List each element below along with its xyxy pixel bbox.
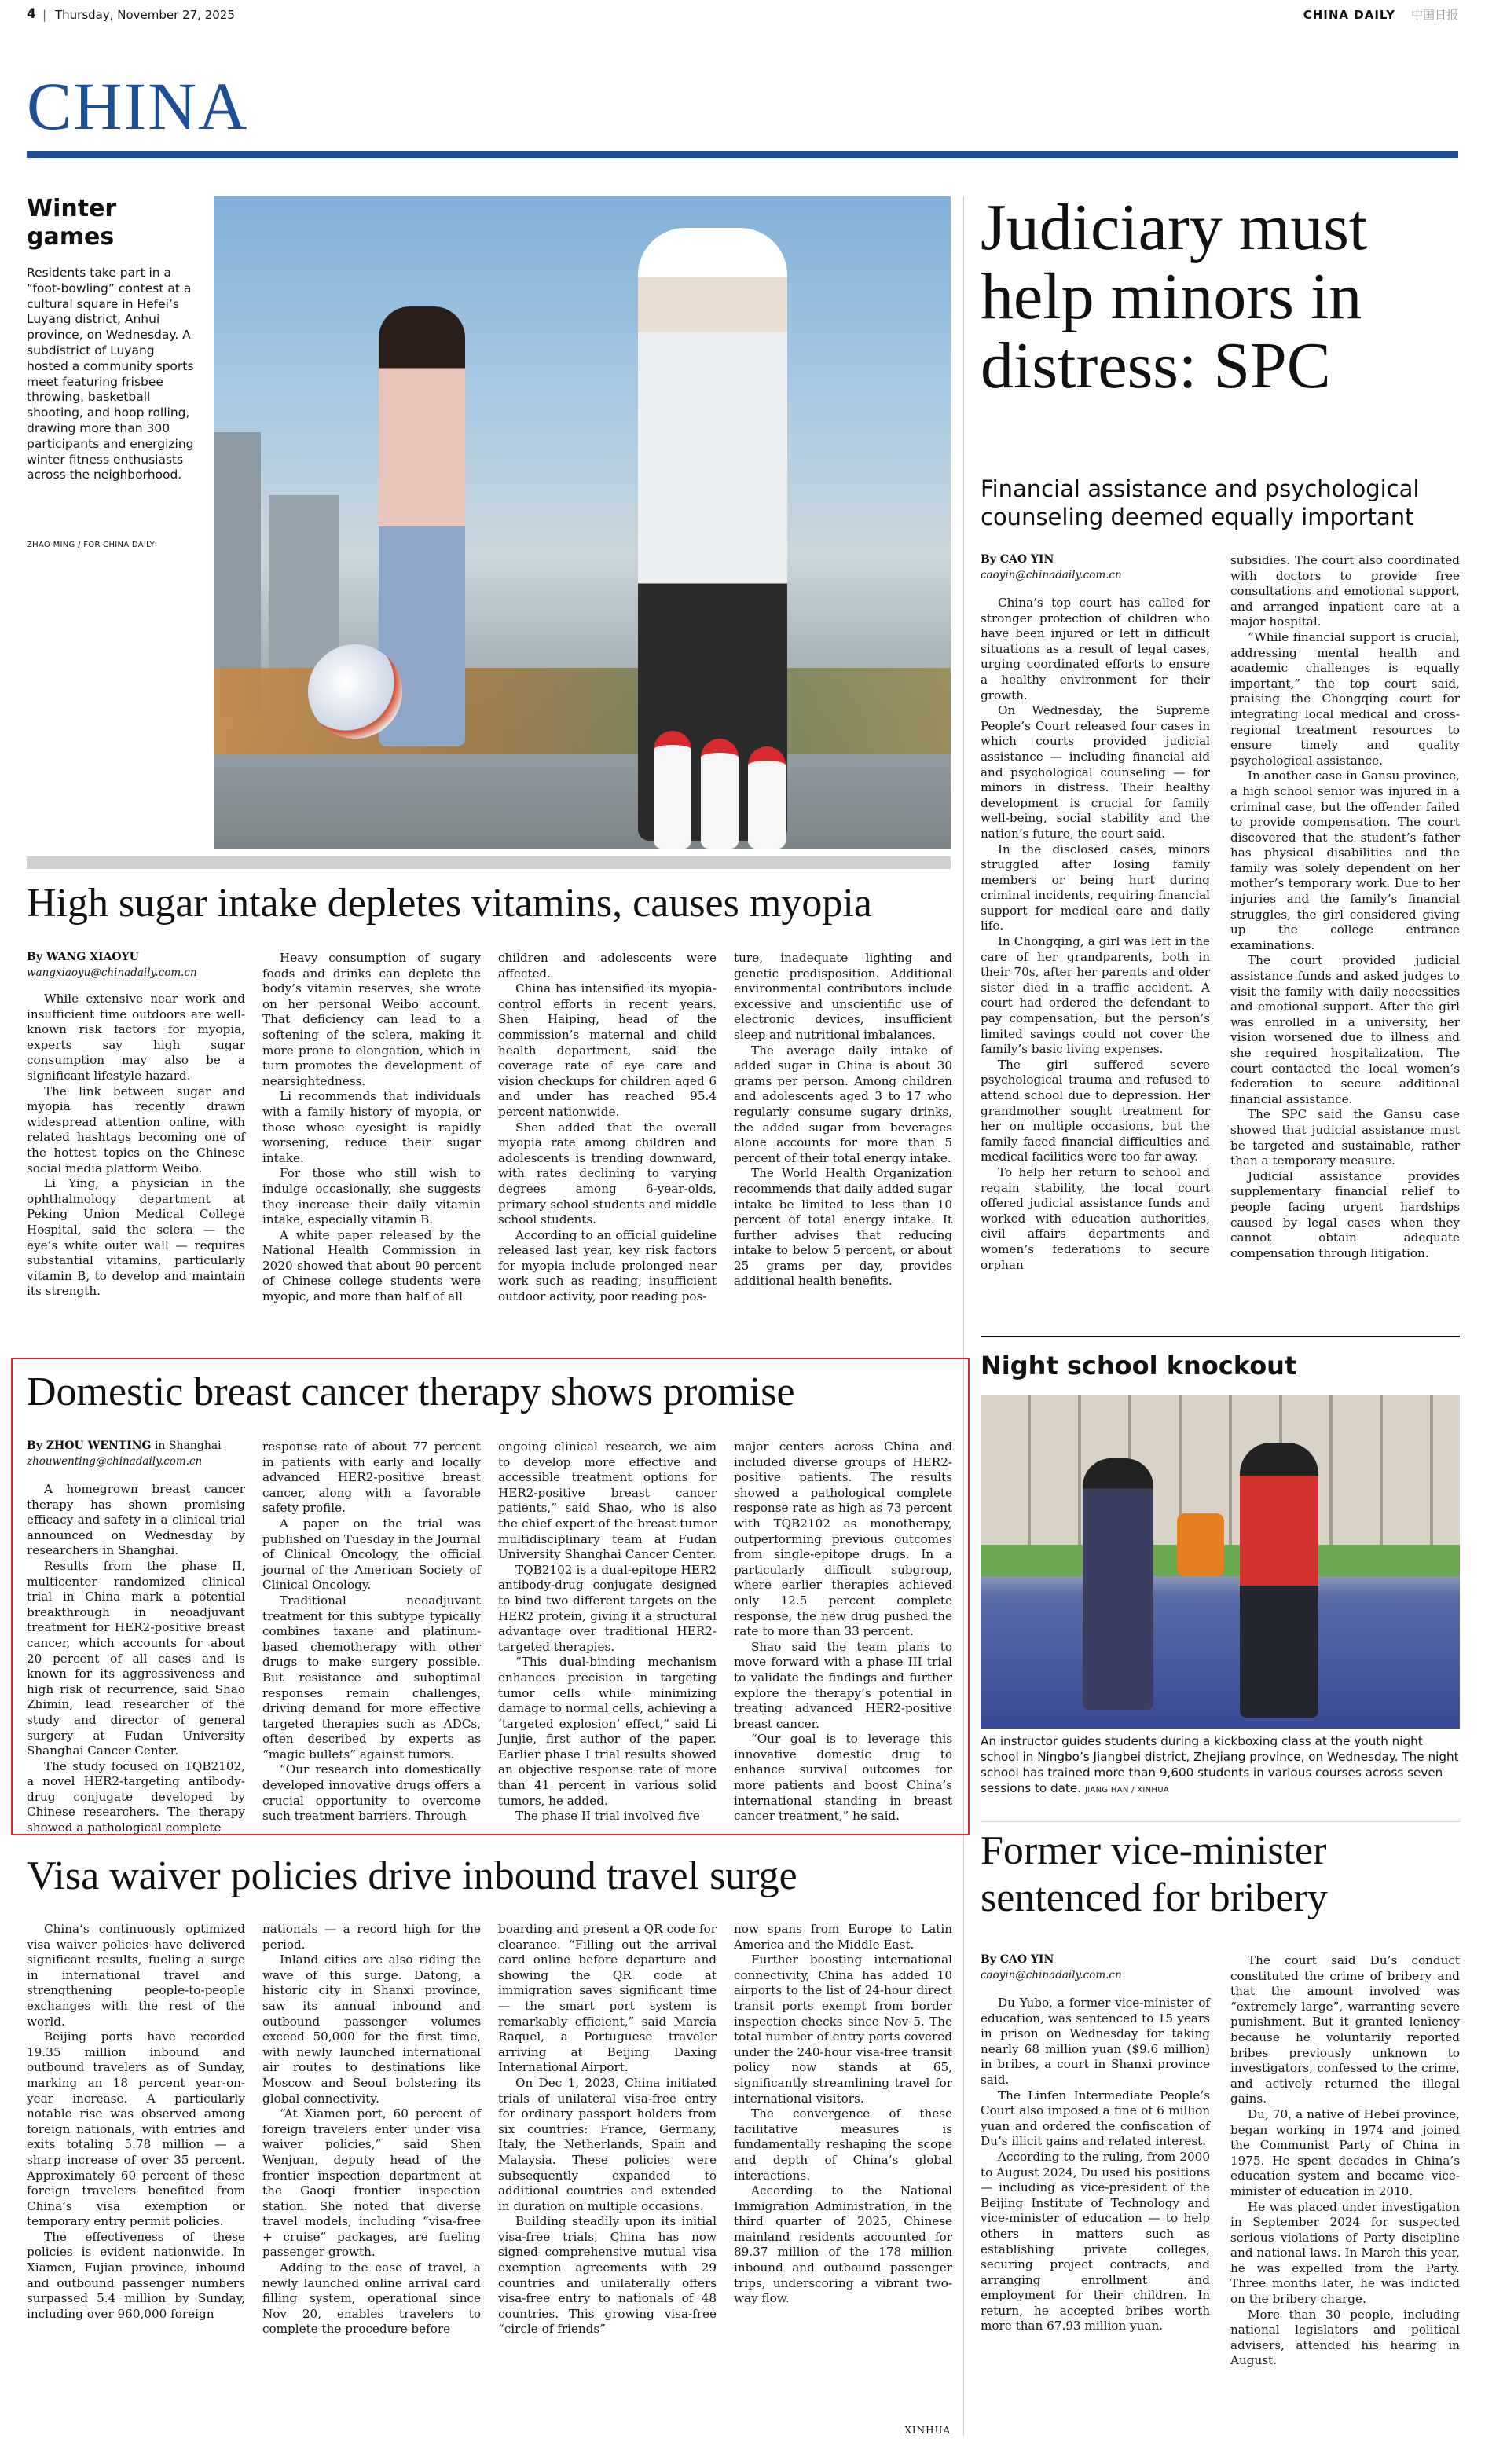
paragraph: On Wednesday, the Supreme People’s Court released four cases in which courts provided judicial assistance — including financial aid and psychological counseling — for minors in distress. Their healthy development is crucial for family well-being, social stability and the nation’s future, the court said. <box>981 703 1210 841</box>
paragraph: He was placed under investigation in September 2024 for suspected serious violations of Party discipline and national laws. In March this year, he was expelled from the Party. Three months later, he was indicted on the bribery charge. <box>1230 2199 1460 2307</box>
paragraph: response rate of about 77 percent in patients with early and locally advanced HER2-positive breast cancer, along with a favorable safety profile. <box>262 1439 481 1516</box>
paragraph: On Dec 1, 2023, China initiated trials of unilateral visa-free entry for ordinary passport holders from six countries: France, Germany, Italy, the Netherlands, Spain and Malaysia. These policies were subsequently expanded to additional countries and extended in duration on multiple occasions. <box>498 2075 717 2213</box>
section-rule <box>27 151 1458 158</box>
cancer-column-4 <box>734 1439 952 1829</box>
cancer-column-1 <box>27 1482 245 1835</box>
page-header <box>27 6 1458 55</box>
student-figure <box>1083 1458 1153 1710</box>
paragraph: In Chongqing, a girl was left in the care of her grandparents, both in their 70s, after her parents and older sister died in a traffic accident. A court had ordered the defendant to pay compensation, but the person’s limited savings could not cover the family’s basic living expenses. <box>981 934 1210 1057</box>
paragraph: The court provided judicial assistance funds and asked judges to visit the family with daily necessities and emotional support. After the girl was enrolled in a university, her vision worsened due to illness and she required hospitalization. The court contacted the local women’s federation to secure additional financial assistance. <box>1230 953 1460 1106</box>
night-school-photo <box>981 1395 1460 1729</box>
night-school-credit: JIANG HAN / XINHUA <box>1084 1786 1170 1795</box>
paragraph: Traditional neoadjuvant treatment for this subtype typically combines taxane and platinum-based chemotherapy with other drugs to make surgery possible. But resistance and suboptimal responses remain challenges, driving demand for more effective targeted therapies such as ADCs, often described by experts as “magic bullets” against tumors. <box>262 1593 481 1762</box>
judiciary-column-1 <box>981 596 1210 1318</box>
paragraph: children and adolescents were affected. <box>498 951 717 981</box>
visa-column-1 <box>27 1922 245 2440</box>
bribery-column-1 <box>981 1996 1210 2440</box>
paragraph: The SPC said the Gansu case showed that judicial assistance must be targeted and sustainable, rather than a temporary measure. <box>1230 1107 1460 1168</box>
paragraph: The court said Du’s conduct constituted the crime of bribery and that the amount involved was “extremely large”, warranting severe punishment. But it granted leniency because he voluntarily reported bribes previously unknown to investigators, confessed to the crime, and actively returned the illegal gains. <box>1230 1953 1460 2106</box>
visa-column-2 <box>262 1922 481 2440</box>
visa-column-3 <box>498 1922 717 2440</box>
section-title: CHINA <box>27 68 249 144</box>
paragraph: More than 30 people, including national legislators and political advisers, attended his hearing in August. <box>1230 2307 1460 2368</box>
winter-games-photo <box>214 196 951 849</box>
paragraph: now spans from Europe to Latin America and the Middle East. <box>734 1922 952 1952</box>
paragraph: “While financial support is crucial, addressing mental health and academic challenges is equally important,” the top court said, praising the Chongqing court for integrating local medical and cross-regional treatment resources to ensure timely and quality psychological assistance. <box>1230 629 1460 768</box>
paragraph: China’s top court has called for stronger protection of children who have been injured or left in difficult situations as a result of legal cases, urging coordinated efforts to ensure a healthy environment for their growth. <box>981 596 1210 702</box>
judiciary-byline: By CAO YIN <box>981 553 1054 566</box>
paragraph: Heavy consumption of sugary foods and drinks can deplete the body’s vitamin reserves, she wrote on her personal Weibo account. That deficiency can lead to a softening of the sclera, making it more prone to elongation, which in turn promotes the development of nearsightedness. <box>262 951 481 1088</box>
bribery-byline: By CAO YIN <box>981 1953 1054 1966</box>
football <box>308 644 402 739</box>
cancer-email: zhouwenting@chinadaily.com.cn <box>27 1455 203 1468</box>
cancer-column-2 <box>262 1439 481 1829</box>
kick-pad <box>1177 1513 1224 1576</box>
paragraph: The Linfen Intermediate People’s Court also imposed a fine of 6 million yuan and ordered the confiscation of Du’s illicit gains and related interest. <box>981 2088 1210 2149</box>
paragraph: In the disclosed cases, minors struggled after losing family members or being hurt during criminal incidents, requiring financial support for medical care and daily life. <box>981 842 1210 933</box>
paragraph: For those who still wish to indulge occasionally, she suggests they increase their daily vitamin intake, especially vitamin B. <box>262 1166 481 1227</box>
paragraph: The World Health Organization recommends that daily added sugar intake be limited to less than 10 percent of total energy intake. It further advises that reducing intake to below 5 percent, or about 25 grams per day, provides additional health benefits. <box>734 1166 952 1289</box>
column-divider <box>963 196 964 2436</box>
paragraph: In another case in Gansu province, a high school senior was injured in a criminal case, but the offender failed to provide compensation. The court discovered that the student’s father has physical disabilities and the family was solely dependent on her mother’s temporary work. Due to her injuries and the family’s financial struggles, the girl considered giving up the college entrance examinations. <box>1230 768 1460 952</box>
paragraph: boarding and present a QR code for clearance. “Filling out the arrival card online before departure and showing the QR code at immigration saves significant time — the smart port system is remarkably efficient,” said Marcia Raquel, a Portuguese traveler arriving at Beijing Daxing International Airport. <box>498 1922 717 2075</box>
cancer-byline <box>27 1439 247 1452</box>
night-school-top-rule <box>981 1336 1460 1337</box>
paragraph: Du, 70, a native of Hebei province, began working in 1974 and joined the Communist Party of China in 1975. He spent decades in China’s education system and became vice-minister of education in 2010. <box>1230 2106 1460 2198</box>
cancer-headline: Domestic breast cancer therapy shows promise <box>27 1370 795 1414</box>
paragraph: China has intensified its myopia-control efforts in recent years. Shen Haiping, head of the commission’s maternal and child health department, said the coverage rate of eye care and vision checkups for children aged 6 and under has reached 95.4 percent nationwide. <box>498 981 717 1119</box>
paragraph: China’s continuously optimized visa waiver policies have delivered significant results, fueling a surge in international travel and strengthening people-to-people exchanges with the rest of the world. <box>27 1922 245 2029</box>
visa-column-4 <box>734 1922 952 2425</box>
paragraph: To help her return to school and regain stability, the local court offered judicial assistance funds and worked with education authorities, civil affairs departments and women’s federations to secure orphan <box>981 1164 1210 1272</box>
sugar-column-3 <box>498 951 717 1351</box>
night-school-title: Night school knockout <box>981 1351 1297 1380</box>
paragraph: ongoing clinical research, we aim to develop more effective and accessible treatment options for HER2-positive breast cancer patients,” said Shao, who is also the chief expert of the breast tumor multidisciplinary team at Fudan University Shanghai Cancer Center. <box>498 1439 717 1562</box>
paragraph: Inland cities are also riding the wave of this surge. Datong, a historic city in Shanxi province, saw its annual inbound and outbound passenger volumes exceed 50,000 for the first time, with newly launched international air routes to destinations like Moscow and Seoul bolstering its global connectivity. <box>262 1952 481 2106</box>
paragraph: According to the ruling, from 2000 to August 2024, Du used his positions — including as vice-president of the Beijing Institute of Technology and vice-minister of education — to help others in matters such as establishing private colleges, securing project contracts, and arranging enrollment and employment for their children. In return, he accepted bribes worth more than 67.93 million yuan. <box>981 2149 1210 2334</box>
judiciary-subhead: Financial assistance and psychological counseling deemed equally important <box>981 475 1420 530</box>
paragraph: The effectiveness of these policies is evident nationwide. In Xiamen, Fujian province, inbound and outbound passenger numbers surpassed 5.4 million by Sunday, including over 960,000 foreign <box>27 2229 245 2321</box>
night-school-caption <box>981 1733 1460 1798</box>
winter-games-title: Winter games <box>27 195 117 251</box>
paragraph: The phase II trial involved five <box>515 1809 700 1824</box>
cancer-location: in Shanghai <box>154 1439 222 1452</box>
paragraph: nationals — a record high for the period. <box>262 1922 481 1952</box>
bowling-pin <box>748 746 786 849</box>
sugar-column-4 <box>734 951 952 1351</box>
sugar-email: wangxiaoyu@chinadaily.com.cn <box>27 966 197 979</box>
visa-agency: XINHUA <box>904 2425 951 2436</box>
paragraph: A paper on the trial was published on Tuesday in the Journal of Clinical Oncology, the official journal of the American Society of Clinical Oncology. <box>262 1516 481 1593</box>
paragraph: While extensive near work and insufficient time outdoors are well-known risk factors for myopia, experts say high sugar consumption may also be a significant lifestyle hazard. <box>27 992 245 1083</box>
paragraph: Adding to the ease of travel, a newly launched online arrival card filling system, operational since Nov 20, enables travelers to complete the procedure before <box>262 2260 481 2337</box>
paragraph: Results from the phase II, multicenter randomized clinical trial in China mark a potential breakthrough in neoadjuvant treatment for HER2-positive breast cancer, which accounts for about 20 percent of all cases and is known for its aggressiveness and high risk of recurrence, said Shao Zhimin, lead researcher of the study and director of general surgery at Fudan University Shanghai Cancer Center. <box>27 1558 245 1758</box>
cancer-author: By ZHOU WENTING <box>27 1439 152 1452</box>
paragraph: The average daily intake of added sugar in China is about 30 grams per person. Among children and adolescents aged 3 to 17 who regularly consume sugary drinks, the added sugar from beverages alone accounts for more than 5 percent of their total energy intake. <box>734 1043 952 1165</box>
paragraph: Judicial assistance provides supplementary financial relief to people facing urgent hardships caused by legal cases when they cannot obtain adequate compensation through litigation. <box>1230 1168 1460 1260</box>
judiciary-headline: Judiciary must help minors in distress: SPC <box>981 191 1368 402</box>
paragraph: Beijing ports have recorded 19.35 million inbound and outbound travelers as of Sunday, marking an 18 percent year-on-year increase. A particularly notable rise was observed among foreign nationals, with entries and exits totaling 5.78 million — a sharp increase of over 35 percent. Approximately 60 percent of these foreign travelers benefited from China’s visa exemption or temporary entry permit policies. <box>27 2030 245 2229</box>
paper-name-chinese: 中国日报 <box>1410 8 1458 22</box>
bribery-headline: Former vice-minister sentenced for bribery <box>981 1828 1328 1920</box>
bribery-top-rule <box>981 1821 1460 1822</box>
instructor-figure <box>1240 1443 1318 1718</box>
paragraph: According to the National Immigration Administration, in the third quarter of 2025, Chinese mainland residents accounted for 89.37 million of the 178 million inbound and outbound passenger trips, underscoring a vibrant two-way flow. <box>734 2184 952 2306</box>
paragraph: “Our research into domestically developed innovative drugs offers a crucial opportunity to overcome such treatment barriers. Through <box>262 1762 481 1824</box>
paragraph: Li Ying, a physician in the ophthalmology department at Peking Union Medical College Hospital, said the sclera — the eye’s white outer wall — requires substantial vitamins, particularly vitamin B, to develop and maintain its strength. <box>27 1176 245 1299</box>
night-school-caption-text: An instructor guides students during a kickboxing class at the youth night school in Ningbo’s Jiangbei district, Zhejiang province, on Wednesday. The night school has trained more than 9,600 students in various courses across seven sessions to date. <box>981 1734 1459 1795</box>
paragraph: The study focused on TQB2102, a novel HER2-targeting antibody-drug conjugate developed by Chinese researchers. The therapy showed a pathological complete <box>27 1758 245 1835</box>
sugar-headline: High sugar intake depletes vitamins, causes myopia <box>27 881 872 926</box>
paper-name: CHINA DAILY <box>1303 8 1395 22</box>
paragraph: According to an official guideline released last year, key risk factors for myopia include prolonged near work such as reading, insufficient outdoor activity, poor reading pos- <box>498 1227 717 1304</box>
sugar-column-2 <box>262 951 481 1351</box>
header-divider: | <box>42 8 47 22</box>
cancer-column-3 <box>498 1439 717 1829</box>
paragraph: ture, inadequate lighting and genetic predisposition. Additional environmental contributors include excessive and unscientific use of electronic devices, insufficient sleep and nutritional imbalances. <box>734 951 952 1042</box>
paragraph: “Our goal is to leverage this innovative domestic drug to enhance survival outcomes for more patients and boost China’s international standing in breast cancer treatment,” he said. <box>734 1732 952 1824</box>
judiciary-column-2 <box>1230 553 1460 1323</box>
paragraph: The link between sugar and myopia has recently drawn widespread attention online, with related hashtags becoming one of the hottest topics on the Chinese social media platform Weibo. <box>27 1084 245 1175</box>
page-number: 4 <box>27 6 36 22</box>
paragraph: Further boosting international connectivity, China has added 10 airports to the list of 24-hour direct transit ports exempt from border inspection checks since Nov 5. The total number of entry ports covered under the 240-hour visa-free transit policy now stands at 65, significantly streamlining travel for international visitors. <box>734 1952 952 2106</box>
paragraph: subsidies. The court also coordinated with doctors to provide free consultations and emotional support, and arranged inpatient care at a major hospital. <box>1230 553 1460 629</box>
visa-headline: Visa waiver policies drive inbound travel surge <box>27 1854 798 1898</box>
paragraph: The convergence of these facilitative measures is fundamentally reshaping the scope and depth of China’s global interactions. <box>734 2106 952 2183</box>
bribery-email: caoyin@chinadaily.com.cn <box>981 1969 1122 1982</box>
paragraph: “At Xiamen port, 60 percent of foreign travelers enter under visa waiver policies,” said Shen Wenjuan, deputy head of the frontier inspection department at the Gaoqi frontier inspection station. She noted that diverse travel models, including “visa-free + cruise” packages, are fueling passenger growth. <box>262 2106 481 2260</box>
bribery-column-2 <box>1230 1953 1460 2440</box>
issue-date: Thursday, November 27, 2025 <box>55 8 235 22</box>
winter-games-credit: ZHAO MING / FOR CHINA DAILY <box>27 541 156 549</box>
paragraph: “This dual-binding mechanism enhances precision in targeting tumor cells while minimizing damage to normal cells, achieving a ‘targeted explosion’ effect,” said Li Junjie, first author of the paper. Earlier phase I trial results showed an objective response rate of more than 41 percent in various solid tumors, he added. <box>498 1655 717 1808</box>
paragraph: Li recommends that individuals with a family history of myopia, or those whose eyesight is rapidly worsening, reduce their sugar intake. <box>262 1089 481 1165</box>
bowling-pin <box>654 731 691 849</box>
sugar-byline: By WANG XIAOYU <box>27 951 139 963</box>
paragraph: A white paper released by the National Health Commission in 2020 showed that about 90 percent of Chinese college students were myopic, and more than half of all <box>262 1227 481 1304</box>
photo-bottom-rule <box>27 856 951 869</box>
sugar-column-1 <box>27 992 245 1349</box>
paragraph: Building steadily upon its initial visa-free trials, China has now signed comprehensive mutual visa exemption agreements with 29 countries and unilaterally offers visa-free entry to nationals of 48 countries. This growing visa-free “circle of friends” <box>498 2214 717 2337</box>
paragraph: A homegrown breast cancer therapy has shown promising efficacy and safety in a clinical trial announced on Wednesday by researchers in Shanghai. <box>27 1482 245 1558</box>
paragraph: Du Yubo, a former vice-minister of education, was sentenced to 15 years in prison on Wednesday for taking nearly 68 million yuan ($9.6 million) in bribes, a court in Shanxi province said. <box>981 1996 1210 2087</box>
paragraph: Shen added that the overall myopia rate among children and adolescents is trending downward, with rates declining to varying degrees among 6-year-olds, primary school students and middle school students. <box>498 1120 717 1227</box>
paragraph: The girl suffered severe psychological trauma and refused to attend school due to depression. Her grandmother sought treatment for her on multiple occasions, but the family faced financial difficulties and medical facilities were too far away. <box>981 1057 1210 1164</box>
paragraph: Shao said the team plans to move forward with a phase III trial to validate the findings and further explore the therapy’s potential in treating advanced HER2-positive breast cancer. <box>734 1639 952 1731</box>
paragraph: major centers across China and included diverse groups of HER2-positive patients. The results showed a pathological complete response rate as high as 73 percent with TQB2102 as monotherapy, outperforming previous outcomes from single-epitope drugs. In a particularly difficult subgroup, where earlier therapies achieved only 12.5 percent complete response, the new drug pushed the rate to more than 33 percent. <box>734 1439 952 1639</box>
bowling-pin <box>701 739 739 849</box>
paragraph: TQB2102 is a dual-epitope HER2 antibody-drug conjugate designed to bind two different targets on the HER2 protein, giving it a structural advantage over traditional HER2-targeted therapies. <box>498 1562 717 1654</box>
judiciary-email: caoyin@chinadaily.com.cn <box>981 569 1122 581</box>
winter-games-caption: Residents take part in a “foot-bowling” contest at a cultural square in Hefei’s Luyang district, Anhui province, on Wednesday. A subdistrict of Luyang hosted a community sports meet featuring frisbee throwing, basketball shooting, and hoop rolling, drawing more than 300 participants and energizing winter fitness enthusiasts across the neighborhood. <box>27 266 194 482</box>
